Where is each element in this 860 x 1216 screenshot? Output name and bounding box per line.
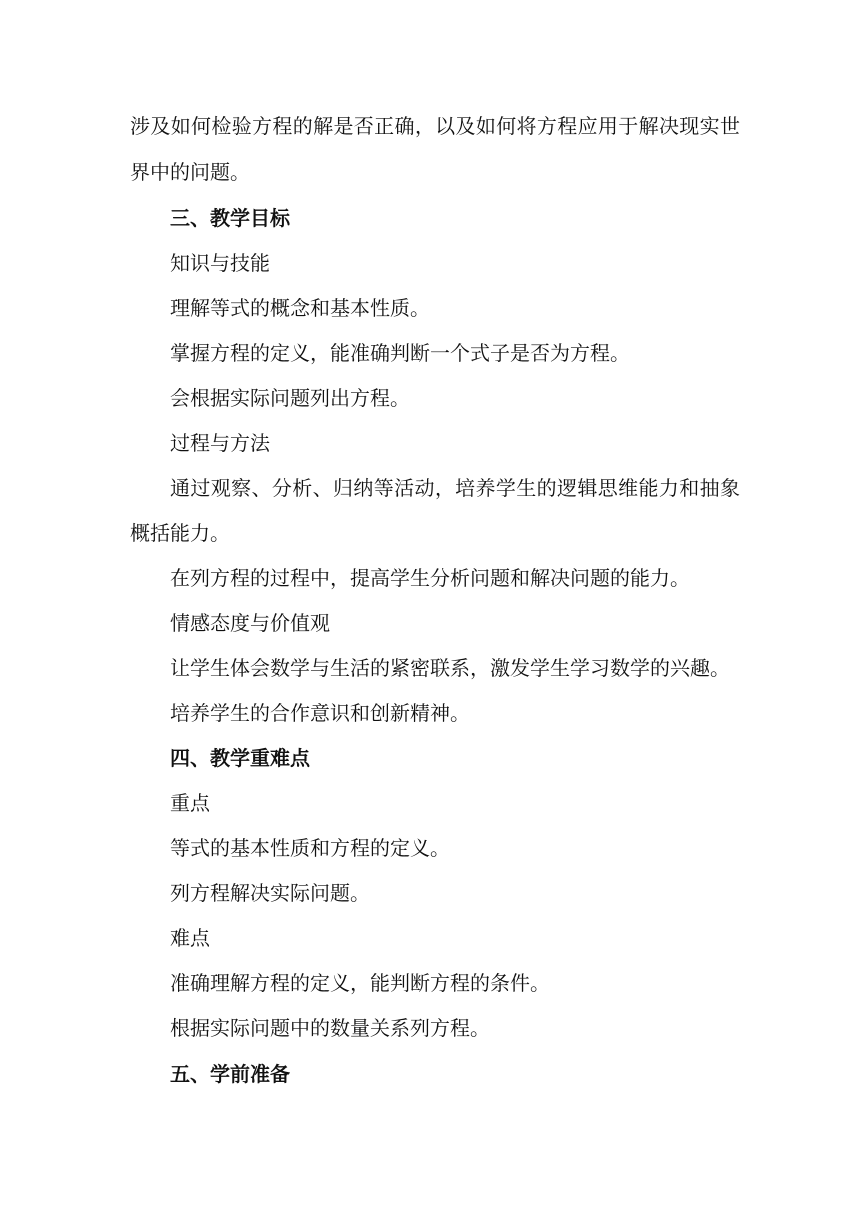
paragraph-line: 列方程解决实际问题。 xyxy=(170,881,370,905)
subheading: 情感态度与价值观 xyxy=(170,611,330,635)
paragraph-line: 在列方程的过程中，提高学生分析问题和解决问题的能力。 xyxy=(170,566,690,590)
paragraph-line: 涉及如何检验方程的解是否正确，以及如何将方程应用于解决现实世 xyxy=(130,114,740,138)
subheading: 过程与方法 xyxy=(170,431,270,455)
paragraph-line: 通过观察、分析、归纳等活动，培养学生的逻辑思维能力和抽象 xyxy=(170,476,740,500)
paragraph-line: 掌握方程的定义，能准确判断一个式子是否为方程。 xyxy=(170,341,630,365)
section-heading: 三、教学目标 xyxy=(170,206,290,230)
section-heading: 四、教学重难点 xyxy=(170,746,310,770)
paragraph-line: 界中的问题。 xyxy=(130,160,250,184)
paragraph-line: 让学生体会数学与生活的紧密联系，激发学生学习数学的兴趣。 xyxy=(170,656,730,680)
subheading: 重点 xyxy=(170,791,210,815)
paragraph-line: 根据实际问题中的数量关系列方程。 xyxy=(170,1016,490,1040)
paragraph-line: 等式的基本性质和方程的定义。 xyxy=(170,836,450,860)
section-heading: 五、学前准备 xyxy=(170,1062,290,1086)
paragraph-line: 准确理解方程的定义，能判断方程的条件。 xyxy=(170,971,550,995)
subheading: 难点 xyxy=(170,926,210,950)
paragraph-line: 会根据实际问题列出方程。 xyxy=(170,386,410,410)
paragraph-line: 概括能力。 xyxy=(130,521,230,545)
paragraph-line: 理解等式的概念和基本性质。 xyxy=(170,296,430,320)
paragraph-line: 培养学生的合作意识和创新精神。 xyxy=(170,701,470,725)
subheading: 知识与技能 xyxy=(170,251,270,275)
